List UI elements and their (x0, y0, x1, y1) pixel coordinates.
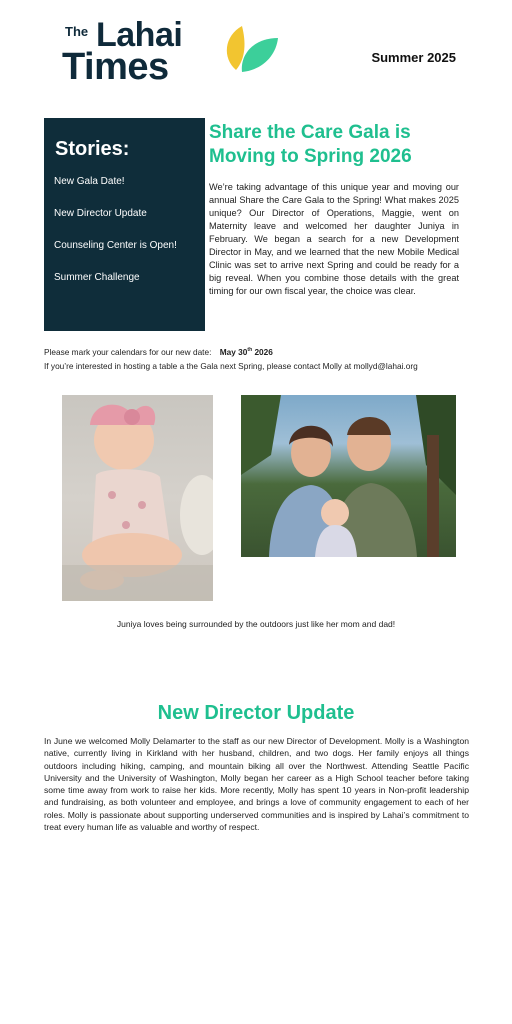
gala-date-suffix: th (247, 347, 253, 354)
baby-illustration (62, 395, 213, 601)
lahai-times-logo (62, 16, 282, 88)
calendar-text: Please mark your calendars for our new date: (44, 347, 212, 357)
gala-date-day: May 30 (219, 347, 248, 357)
calendar-line (44, 347, 273, 357)
stories-sidebar (44, 118, 205, 331)
family-illustration (241, 395, 456, 557)
contact-line: If you’re interested in hosting a table a the Gala next Spring, please contact Molly at mollyd@lahai.org (44, 361, 418, 371)
story-link-gala-date[interactable]: New Gala Date! (54, 176, 125, 187)
story-link-director-update[interactable]: New Director Update (54, 208, 147, 219)
sidebar-title: Stories: (55, 138, 130, 160)
family-photo (241, 395, 456, 557)
director-section-title: New Director Update (157, 702, 355, 724)
gala-date (220, 347, 273, 357)
logo-the-text: The (65, 24, 89, 39)
director-body: In June we welcomed Molly Delamarter to the staff as our new Director of Development. Molly is a Washington native, currently living in Kirkland with her husband, children, and two dogs. Her family enjoys all things outdoors including hiking, camping, and mountain biking all over the Northwest. Attending Seattle Pacific University and the University of Washington, Molly began her career as a High School teacher before taking some time away from work to raise her kids. More recently, Molly has spent 10 years in Non-profit leadership and fundraising, as both volunteer and employee, and brings a love of community engagement to each of her roles. Molly is passionate about supporting underserved communities and is inspired by Lahai’s commitment to treat every human life as valuable and worthy of respect. (44, 736, 469, 833)
photo-caption: Juniya loves being surrounded by the outdoors just like her mom and dad! (116, 619, 396, 629)
gala-headline: Share the Care Gala is Moving to Spring 2026 (209, 122, 412, 167)
logo-times-text: Times (62, 46, 169, 88)
edition-label: Summer 2025 (371, 50, 456, 65)
leaves-icon (220, 22, 280, 74)
gala-body: We’re taking advantage of this unique year and moving our annual Share the Care Gala to the Spring! What makes 2025 unique? Our Director of Operations, Maggie, went on Maternity leave and welcomed her daughter Juniya in February. We began a search for a new Development Director in May, and we learned that the new Mobile Medical Clinic was set to arrive next Spring and could be ready for a big reveal. When you combine those details with the great timing for our own fiscal year, the choice was clear. (209, 182, 459, 296)
story-link-summer-challenge[interactable]: Summer Challenge (54, 272, 140, 283)
story-link-counseling-center[interactable]: Counseling Center is Open! (54, 240, 177, 251)
baby-photo (62, 395, 213, 601)
gala-date-year: 2026 (252, 347, 273, 357)
logo-lahai-text: Lahai (96, 16, 183, 54)
